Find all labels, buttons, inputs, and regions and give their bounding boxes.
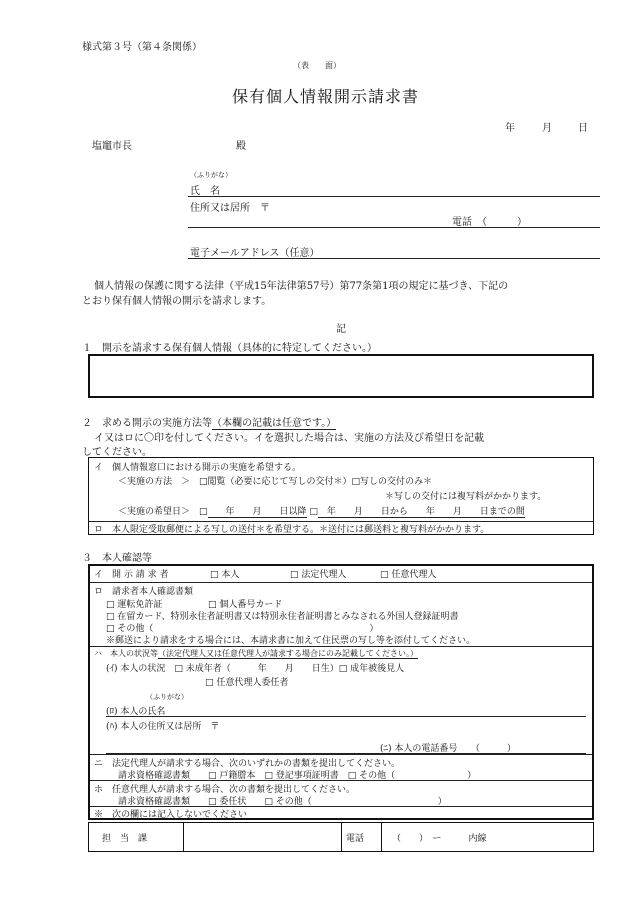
person-status-title-text: ハ 本人の状況等 (94, 649, 158, 658)
addressee: 塩竈市長 (92, 141, 132, 152)
section2-title (82, 414, 336, 429)
section2-title-note: （本欄の記載は任意です。） (212, 418, 337, 429)
id-option-residence-card[interactable]: □ 在留カード、特別永住者証明書又は特別永住者証明書とみなされる外国人登録証明書 (106, 612, 459, 622)
requester-type-label: イ 開 示 請 求 者 (94, 570, 169, 580)
section2-date-label: ＜実施の希望日＞ □ (118, 507, 208, 517)
requester-voluntary-agent-option[interactable]: □ 任意代理人 (380, 570, 437, 580)
section2-option-i[interactable]: イ 個人情報窓口における開示の実施を希望する。 (94, 463, 302, 473)
section2-instruction-2: してください。 (82, 447, 152, 458)
office-table-divider-1 (183, 823, 184, 851)
requester-legal-agent-option[interactable]: □ 法定代理人 (290, 570, 347, 580)
section2-date-single[interactable]: 年 月 日以降 (207, 507, 307, 517)
applicant-address-line[interactable] (188, 227, 600, 228)
person-phone-label: (ﾆ) 本人の電話番号 （ ） (380, 744, 516, 754)
person-address-label: (ﾊ) 本人の住所又は居所 〒 (106, 722, 220, 732)
date-month-label: 月 (542, 123, 552, 134)
section2-date-range[interactable]: 年 月 日から 年 月 日までの間 (317, 507, 525, 517)
person-name-label: (ﾛ) 本人の氏名 (106, 707, 166, 717)
addressee-honorific: 殿 (236, 141, 246, 152)
id-option-other[interactable]: □ その他（ ） (106, 624, 379, 634)
section1-input-box[interactable] (88, 354, 594, 398)
document-title: 保有個人情報開示請求書 (232, 87, 420, 106)
person-name-line[interactable] (106, 716, 586, 717)
person-status-voluntary[interactable]: □ 任意代理人委任者 (205, 678, 289, 688)
form-number: 様式第３号（第４条関係） (82, 42, 202, 53)
legal-agent-docs-line-1: ニ 法定代理人が請求する場合、次のいずれかの書類を提出してください。 (94, 759, 401, 769)
applicant-address-label: 住所又は居所 〒 (190, 203, 270, 214)
section1-title: １ 開示を請求する保有個人情報（具体的に特定してください。） (82, 343, 377, 354)
section2-method-line[interactable]: ＜実施の方法 ＞ □閲覧（必要に応じて写しの交付＊）□写しの交付のみ＊ (118, 477, 433, 487)
person-address-line[interactable] (106, 753, 586, 754)
section2-date-line[interactable] (118, 504, 525, 517)
applicant-email-line[interactable] (188, 258, 600, 259)
office-tel-label: 電話 (346, 834, 365, 844)
office-table-divider-2 (341, 823, 342, 851)
section3-divider-3 (90, 754, 592, 755)
section2-date-range-checkbox[interactable]: □ (309, 507, 318, 517)
office-tel-value: （ ） ー 内線 (392, 834, 487, 844)
applicant-name-label: 氏 名 (190, 186, 220, 197)
office-use-note: ※ 次の欄には記入しないでください (94, 810, 248, 820)
applicant-phone-label: 電話 （ ） (452, 217, 527, 228)
intro-line-2: とおり保有個人情報の開示を請求します。 (82, 296, 272, 307)
person-status-line[interactable]: (ｲ) 本人の状況 □ 未成年者（ 年 月 日生）□ 成年被後見人 (106, 664, 405, 674)
person-furigana-label: （ふりがな） (146, 693, 188, 701)
id-mail-note: ※郵送により請求をする場合には、本請求書に加えて住民票の写し等を添付してください。 (106, 636, 476, 646)
section2-title-text: ２ 求める開示の実施方法等 (82, 418, 212, 429)
date-day-label: 日 (578, 123, 588, 134)
requester-self-option[interactable]: □ 本人 (210, 570, 240, 580)
person-status-title (94, 648, 418, 659)
legal-agent-docs-line-2[interactable]: 請求資格確認書類 □ 戸籍謄本 □ 登記事項証明書 □ その他（ ） (118, 771, 477, 781)
applicant-name-line[interactable] (188, 196, 600, 197)
voluntary-agent-docs-line-1: ホ 任意代理人が請求する場合、次の書類を提出してください。 (94, 785, 356, 795)
applicant-email-label: 電子メールアドレス（任意） (190, 248, 320, 259)
form-side-label: （表 面） (293, 61, 341, 70)
id-option-drivers-license[interactable]: □ 運転免許証 (106, 600, 163, 610)
id-documents-title: ロ 請求者本人確認書類 (94, 587, 194, 597)
voluntary-agent-docs-line-2[interactable]: 請求資格確認書類 □ 委任状 □ その他（ ） (118, 797, 447, 807)
id-option-mynumber-card[interactable]: □ 個人番号カード (208, 600, 283, 610)
section2-instruction-1: イ又はロに〇印を付してください。イを選択した場合は、実施の方法及び希望日を記載 (94, 433, 484, 444)
ki-heading: 記 (336, 324, 346, 335)
section2-option-ro[interactable]: ロ 本人限定受取郵便による写しの送付＊を希望する。＊送付には郵送料と複写料がかかります。 (94, 525, 490, 535)
person-status-title-note: （法定代理人又は任意代理人が請求する場合にのみ記載してください。） (158, 649, 418, 658)
office-tanto-label: 担 当 課 (102, 834, 148, 844)
section2-fee-note: ＊写しの交付には複写料がかかります。 (385, 492, 547, 502)
date-year-label: 年 (505, 123, 515, 134)
applicant-furigana-label: （ふりがな） (190, 171, 232, 179)
intro-line-1: 個人情報の保護に関する法律（平成15年法律第57号）第77条第1項の規定に基づき、下記の (94, 281, 509, 292)
section3-title: ３ 本人確認等 (82, 553, 152, 564)
office-table-divider-3 (381, 823, 382, 851)
office-use-table (88, 822, 594, 852)
section3-divider-1 (90, 582, 592, 583)
section3-divider-2 (90, 646, 592, 647)
